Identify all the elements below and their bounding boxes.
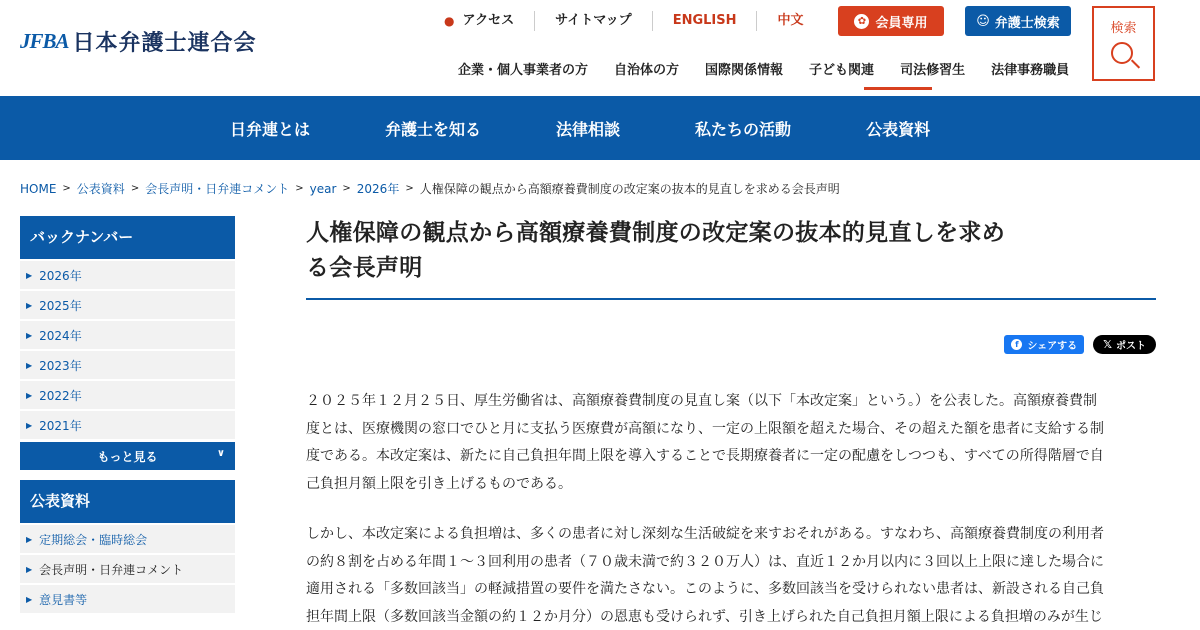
triangle-right-icon: ▶ (26, 270, 33, 280)
paragraph-line: 適用される「多数回該当」の軽減措置の要件を満たさない。このように、多数回該当を受けられない患者は、新設される自己負 (306, 581, 1104, 597)
search-label: 検索 (1110, 21, 1137, 36)
sidebar-year-label: 2021年 (39, 418, 82, 433)
breadcrumb-home[interactable]: HOME (20, 181, 57, 196)
lawyer-search-button[interactable] (965, 6, 1071, 36)
utility-nav (444, 11, 824, 31)
breadcrumb-separator: > (62, 183, 71, 194)
breadcrumb-year[interactable]: year (309, 181, 337, 196)
member-only-button[interactable] (838, 6, 944, 36)
share-buttons (1004, 335, 1156, 354)
sidebar-pub-label: 定期総会・臨時総会 (39, 532, 148, 547)
article-title-line: る会長声明 (306, 255, 423, 281)
x-logo-icon: 𝕏 (1103, 338, 1112, 351)
audience-nav-children[interactable]: 子ども関連 (809, 63, 875, 78)
sidebar-year-label: 2022年 (39, 388, 82, 403)
sidebar-year-2024[interactable] (20, 321, 235, 349)
breadcrumb-separator: > (342, 183, 351, 194)
show-more-button[interactable] (20, 442, 235, 470)
paragraph-line: 担年間上限（多数回該当金額の約１２か月分）の恩恵も受けられず、引き上げられた自己負担月額上限による負担増のみが生じ (306, 608, 1103, 625)
sidebar-year-2025[interactable] (20, 291, 235, 319)
breadcrumb-statements[interactable]: 会長声明・日弁連コメント (145, 182, 290, 196)
main-nav (0, 96, 1200, 160)
facebook-share-button[interactable] (1004, 335, 1084, 354)
triangle-right-icon: ▶ (26, 420, 33, 430)
util-access-label: アクセス (462, 13, 515, 28)
util-english-link[interactable]: ENGLISH (652, 11, 757, 31)
paragraph-line: 度である。本改定案は、新たに自己負担年間上限を導入することで長期療養者に一定の配慮をしつつも、すべての所得階層で自 (306, 448, 1104, 464)
person-icon: ☺ (976, 13, 990, 29)
sidebar-pub-label: 意見書等 (39, 592, 88, 607)
show-more-label: もっと見る (97, 449, 158, 464)
site-search-button[interactable] (1092, 6, 1155, 81)
triangle-right-icon: ▶ (26, 564, 33, 574)
search-icon (1111, 42, 1133, 64)
member-only-label: 会員専用 (875, 15, 928, 31)
facebook-icon: f (1011, 339, 1022, 350)
chevron-down-icon: ∨ (216, 448, 225, 459)
paragraph-line: 度とは、医療機関の窓口でひと月に支払う医療費が高額になり、一定の上限額を超えた場合、その超えた額を患者に支給する制 (306, 420, 1104, 437)
triangle-right-icon: ▶ (26, 534, 33, 544)
search-icon-handle (1131, 59, 1140, 68)
paragraph-line: 己負担月額上限を引き上げるものである。 (306, 475, 572, 492)
breadcrumb-current: 人権保障の観点から高額療養費制度の改定案の抜本的見直しを求める会長声明 (419, 182, 840, 196)
paragraph-line: しかし、本改定案による負担増は、多くの患者に対し深刻な生活破綻を来すおそれがある。すなわち、高額療養費制度の利用者 (306, 526, 1104, 542)
lawyer-search-label: 弁護士検索 (994, 15, 1060, 31)
paragraph-line: ２０２５年１２月２５日、厚生労働省は、高額療養費制度の見直し案（以下「本改定案」という。）を公表した。高額療養費制 (306, 393, 1097, 409)
sidebar-pub-general-meeting[interactable] (20, 525, 235, 553)
x-post-button[interactable] (1093, 335, 1156, 354)
sidebar-pub-statements[interactable] (20, 555, 235, 583)
article-title-line: 人権保障の観点から高額療養費制度の改定案の抜本的見直しを求め (306, 220, 1005, 246)
x-post-label: ポスト (1116, 341, 1146, 352)
triangle-right-icon: ▶ (26, 390, 33, 400)
breadcrumb-separator: > (130, 183, 140, 194)
util-access-link[interactable] (444, 11, 534, 31)
sidebar-year-2026[interactable] (20, 261, 235, 289)
breadcrumb-2026[interactable]: 2026年 (356, 182, 400, 196)
main-nav-lawyers[interactable]: 弁護士を知る (385, 119, 482, 139)
breadcrumb-publications[interactable]: 公表資料 (76, 182, 125, 196)
triangle-right-icon: ▶ (26, 330, 33, 340)
sidebar-year-2022[interactable] (20, 381, 235, 409)
site-logo[interactable] (20, 26, 257, 57)
facebook-share-label: シェアする (1027, 341, 1078, 352)
main-nav-publications[interactable]: 公表資料 (866, 117, 930, 140)
breadcrumb-separator: > (295, 183, 304, 194)
breadcrumb (20, 180, 840, 197)
audience-nav-international[interactable]: 国際関係情報 (705, 63, 784, 78)
article-paragraph-2 (306, 521, 1156, 630)
util-sitemap-link[interactable]: サイトマップ (534, 11, 652, 31)
sidebar (20, 216, 235, 613)
sidebar-year-2021[interactable] (20, 411, 235, 439)
article-paragraph-1 (306, 388, 1156, 498)
member-badge-icon: ✿ (854, 14, 869, 29)
audience-nav-trainees[interactable]: 司法修習生 (900, 63, 966, 78)
main-nav-about[interactable]: 日弁連とは (230, 119, 311, 139)
triangle-right-icon: ▶ (26, 594, 33, 604)
audience-nav (458, 59, 1069, 78)
sidebar-pub-label: 会長声明・日弁連コメント (39, 562, 184, 577)
article-title (306, 216, 1156, 300)
breadcrumb-separator: > (405, 183, 414, 194)
triangle-right-icon: ▶ (26, 360, 33, 370)
sidebar-year-label: 2024年 (39, 328, 82, 343)
logo-mark: JFBA (20, 29, 69, 53)
site-header (0, 0, 1200, 96)
main-nav-activities[interactable]: 私たちの活動 (695, 119, 792, 139)
sidebar-year-label: 2026年 (39, 268, 82, 283)
triangle-right-icon: ▶ (26, 300, 33, 310)
article (306, 216, 1156, 625)
sidebar-year-label: 2023年 (39, 358, 82, 373)
sidebar-year-2023[interactable] (20, 351, 235, 379)
paragraph-line: の約８割を占める年間１～３回利用の患者（７０歳未満で約３２０万人）は、直近１２か月以内に３回以上上限に達した場合に (306, 553, 1104, 570)
map-pin-icon: ● (444, 14, 455, 28)
publications-heading: 公表資料 (20, 480, 235, 523)
audience-nav-business[interactable]: 企業・個人事業者の方 (458, 63, 589, 78)
audience-nav-staff[interactable]: 法律事務職員 (991, 63, 1070, 78)
backnumber-heading: バックナンバー (20, 216, 235, 259)
audience-nav-municipality[interactable]: 自治体の方 (614, 63, 680, 78)
main-nav-consultation[interactable]: 法律相談 (556, 119, 621, 139)
logo-text: 日本弁護士連合会 (72, 31, 257, 56)
sidebar-pub-opinions[interactable] (20, 585, 235, 613)
util-chinese-link[interactable]: 中文 (756, 11, 823, 31)
sidebar-year-label: 2025年 (39, 298, 82, 313)
